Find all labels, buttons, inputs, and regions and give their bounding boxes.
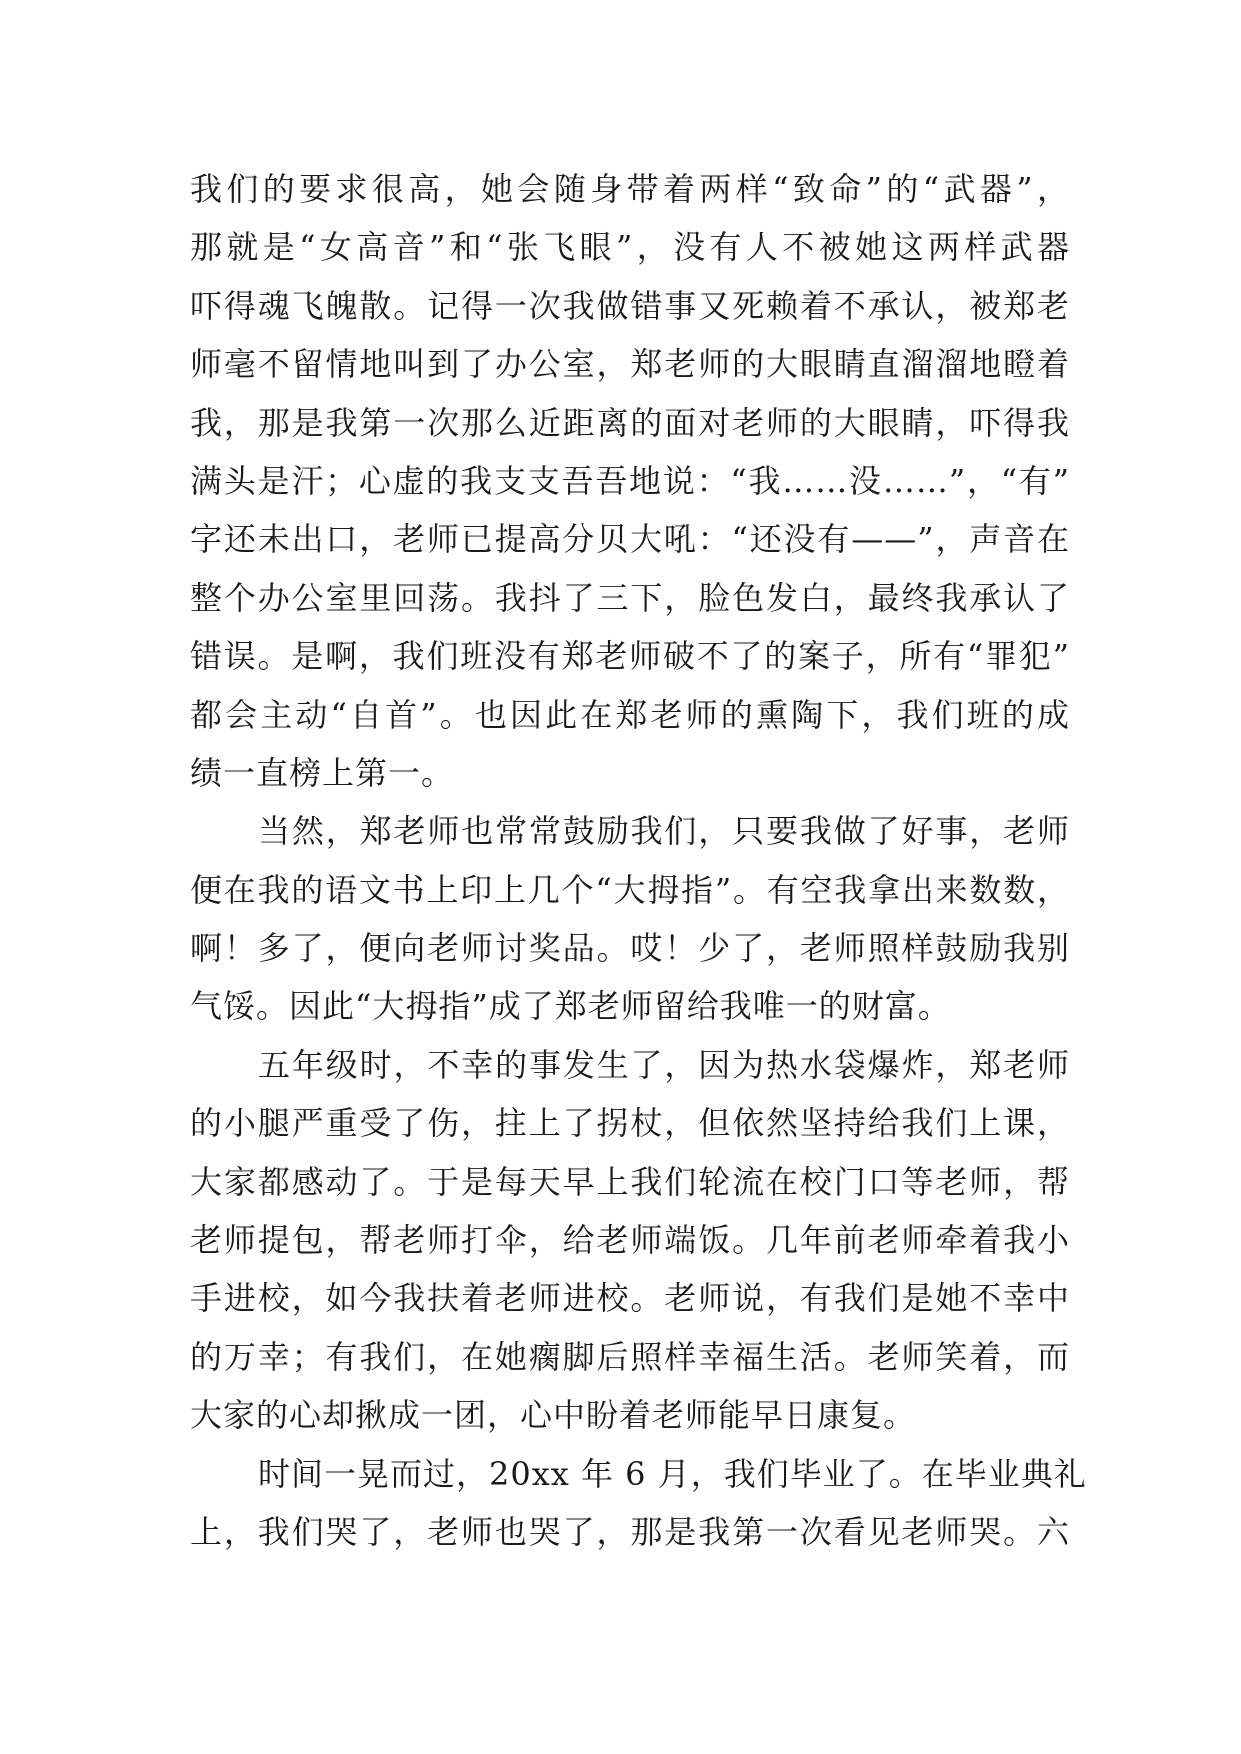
- text-line: 便在我的语文书上印上几个“大拇指”。有空我拿出来数数，: [190, 870, 1070, 909]
- paragraph-end-line: 气馁。因此“大拇指”成了郑老师留给我唯一的财富。: [190, 987, 951, 1026]
- text-line: 那就是“女高音”和“张飞眼”，没有人不被她这两样武器: [190, 228, 1070, 267]
- text-line: 啊！多了，便向老师讨奖品。哎！少了，老师照样鼓励我别: [190, 929, 1070, 968]
- text-line: 字还未出口，老师已提高分贝大吼：“还没有——”，声音在: [190, 520, 1070, 559]
- text-line: 吓得魂飞魄散。记得一次我做错事又死赖着不承认，被郑老: [190, 286, 1070, 325]
- paragraph-start-line: 五年级时，不幸的事发生了，因为热水袋爆炸，郑老师: [258, 1045, 1070, 1084]
- text-line: 的万幸；有我们，在她瘸脚后照样幸福生活。老师笑着，而: [190, 1337, 1070, 1376]
- text-line: 师毫不留情地叫到了办公室，郑老师的大眼睛直溜溜地瞪着: [190, 345, 1070, 384]
- text-line: 满头是汗；心虚的我支支吾吾地说：“我……没……”，“有”: [190, 461, 1070, 500]
- text-line: 手进校，如今我扶着老师进校。老师说，有我们是她不幸中: [190, 1279, 1070, 1318]
- paragraph-start-line: 时间一晃而过，20xx 年 6 月，我们毕业了。在毕业典礼: [258, 1454, 1087, 1493]
- text-line: 大家都感动了。于是每天早上我们轮流在校门口等老师，帮: [190, 1162, 1070, 1201]
- paragraph-end-line: 大家的心却揪成一团，心中盼着老师能早日康复。: [190, 1396, 917, 1435]
- body-text: [190, 160, 1087, 1561]
- paragraph-end-line: 绩一直榜上第一。: [190, 753, 455, 792]
- text-line: 都会主动“自首”。也因此在郑老师的熏陶下，我们班的成: [190, 695, 1070, 734]
- text-line: 我，那是我第一次那么近距离的面对老师的大眼睛，吓得我: [190, 403, 1070, 442]
- text-line: 整个办公室里回荡。我抖了三下，脸色发白，最终我承认了: [190, 578, 1070, 617]
- text-line: 的小腿严重受了伤，拄上了拐杖，但依然坚持给我们上课，: [190, 1104, 1070, 1143]
- paragraph-start-line: 当然，郑老师也常常鼓励我们，只要我做了好事，老师: [258, 812, 1070, 851]
- text-line: 错误。是啊，我们班没有郑老师破不了的案子，所有“罪犯”: [190, 637, 1070, 676]
- text-line: 上，我们哭了，老师也哭了，那是我第一次看见老师哭。六: [190, 1512, 1070, 1551]
- text-line: 我们的要求很高，她会随身带着两样“致命”的“武器”，: [190, 170, 1070, 208]
- text-line: 老师提包，帮老师打伞，给老师端饭。几年前老师牵着我小: [190, 1221, 1070, 1260]
